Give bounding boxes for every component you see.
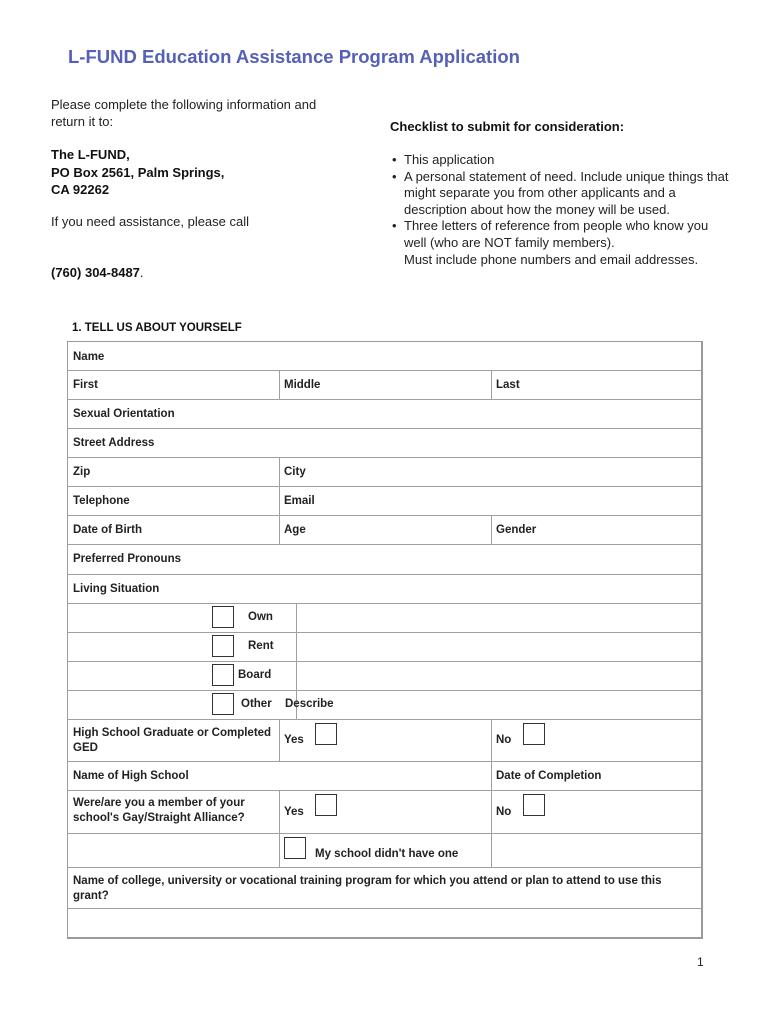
city-field[interactable]: City (284, 466, 306, 478)
last-name-field[interactable]: Last (496, 379, 520, 391)
hs-yes-label: Yes (284, 734, 304, 746)
column-divider (491, 370, 492, 399)
address-line-2: PO Box 2561, Palm Springs, (51, 164, 225, 180)
column-divider (279, 370, 280, 399)
row-divider (68, 632, 702, 633)
own-label: Own (248, 611, 273, 623)
board-checkbox[interactable] (212, 664, 234, 686)
telephone-field[interactable]: Telephone (73, 495, 130, 507)
preferred-pronouns-field[interactable]: Preferred Pronouns (73, 553, 181, 565)
assistance-text: If you need assistance, please call (51, 214, 250, 229)
checklist (390, 152, 730, 268)
checklist-item: • This application (392, 152, 495, 167)
checklist-note: Must include phone numbers and email addresses. (404, 251, 699, 267)
gender-field[interactable]: Gender (496, 524, 537, 536)
street-address-field[interactable]: Street Address (73, 437, 155, 449)
row-divider (68, 761, 702, 762)
gsa-yes-checkbox[interactable] (315, 794, 337, 816)
checklist-item: • A personal statement of need. Include unique things that might separate you from other applicants and a description about how the money will be used. (392, 168, 729, 217)
row-divider (68, 486, 702, 487)
row-divider (68, 603, 702, 604)
middle-name-field[interactable]: Middle (284, 379, 321, 391)
row-divider (68, 457, 702, 458)
column-divider (491, 790, 492, 867)
no-gsa-label: My school didn't have one (315, 848, 459, 860)
mailing-address (51, 146, 331, 199)
hs-no-label: No (496, 734, 512, 746)
checklist-title: Checklist to submit for consideration: (390, 119, 625, 134)
column-divider (491, 719, 492, 761)
row-divider (68, 574, 702, 575)
gsa-member-label: Were/are you a member of your school's Gay/Straight Alliance? (73, 797, 245, 824)
own-checkbox[interactable] (212, 606, 234, 628)
other-checkbox[interactable] (212, 693, 234, 715)
column-divider (491, 761, 492, 790)
row-divider (68, 867, 702, 868)
intro-text: Please complete the following information and return it to: (51, 97, 317, 129)
row-divider (68, 399, 702, 400)
rent-label: Rent (248, 640, 274, 652)
date-of-birth-field[interactable]: Date of Birth (73, 524, 142, 536)
column-divider (279, 719, 280, 761)
application-form (67, 341, 703, 939)
page-number: 1 (697, 955, 704, 969)
rent-checkbox[interactable] (212, 635, 234, 657)
row-divider (68, 690, 702, 691)
address-line-3: CA 92262 (51, 182, 110, 197)
address-line-1: The L-FUND, (51, 147, 130, 162)
describe-field[interactable]: Describe (285, 698, 334, 710)
row-divider (68, 544, 702, 545)
age-field[interactable]: Age (284, 524, 306, 536)
row-divider (68, 515, 702, 516)
bullet-icon: • (392, 168, 397, 184)
gsa-no-label: No (496, 806, 512, 818)
other-label: Other (241, 698, 272, 710)
first-name-field[interactable]: First (73, 379, 98, 391)
gsa-no-checkbox[interactable] (523, 794, 545, 816)
board-label: Board (238, 669, 272, 681)
checklist-item: • Three letters of reference from people who know you well (who are NOT family members). (392, 218, 709, 250)
page-title: L-FUND Education Assistance Program Application (68, 46, 520, 67)
college-program-field[interactable] (68, 909, 702, 938)
hs-graduate-label: High School Graduate or Completed GED (73, 727, 272, 754)
section-title: 1. TELL US ABOUT YOURSELF (72, 322, 242, 334)
row-divider (68, 719, 702, 720)
completion-date-field[interactable]: Date of Completion (496, 770, 602, 782)
phone-suffix: . (139, 265, 144, 280)
hs-no-checkbox[interactable] (523, 723, 545, 745)
college-program-label: Name of college, university or vocational training program for which you attend or plan to attend to use this grant? (73, 875, 662, 902)
high-school-name-field[interactable]: Name of High School (73, 770, 189, 782)
column-divider (491, 515, 492, 544)
email-field[interactable]: Email (284, 495, 315, 507)
bullet-icon: • (392, 152, 397, 167)
hs-yes-checkbox[interactable] (315, 723, 337, 745)
bullet-icon: • (392, 218, 397, 234)
zip-field[interactable]: Zip (73, 466, 91, 478)
row-divider (68, 661, 702, 662)
row-divider (68, 370, 702, 371)
sexual-orientation-field[interactable]: Sexual Orientation (73, 408, 175, 420)
row-divider (68, 833, 702, 834)
row-divider (68, 790, 702, 791)
column-divider (279, 457, 280, 544)
phone-number: (760) 304-8487 (51, 265, 140, 280)
no-gsa-checkbox[interactable] (284, 837, 306, 859)
column-divider (279, 790, 280, 867)
name-label: Name (73, 351, 105, 363)
living-situation-label: Living Situation (73, 583, 160, 595)
row-divider (68, 428, 702, 429)
assistance-phone (51, 264, 144, 281)
gsa-yes-label: Yes (284, 806, 304, 818)
